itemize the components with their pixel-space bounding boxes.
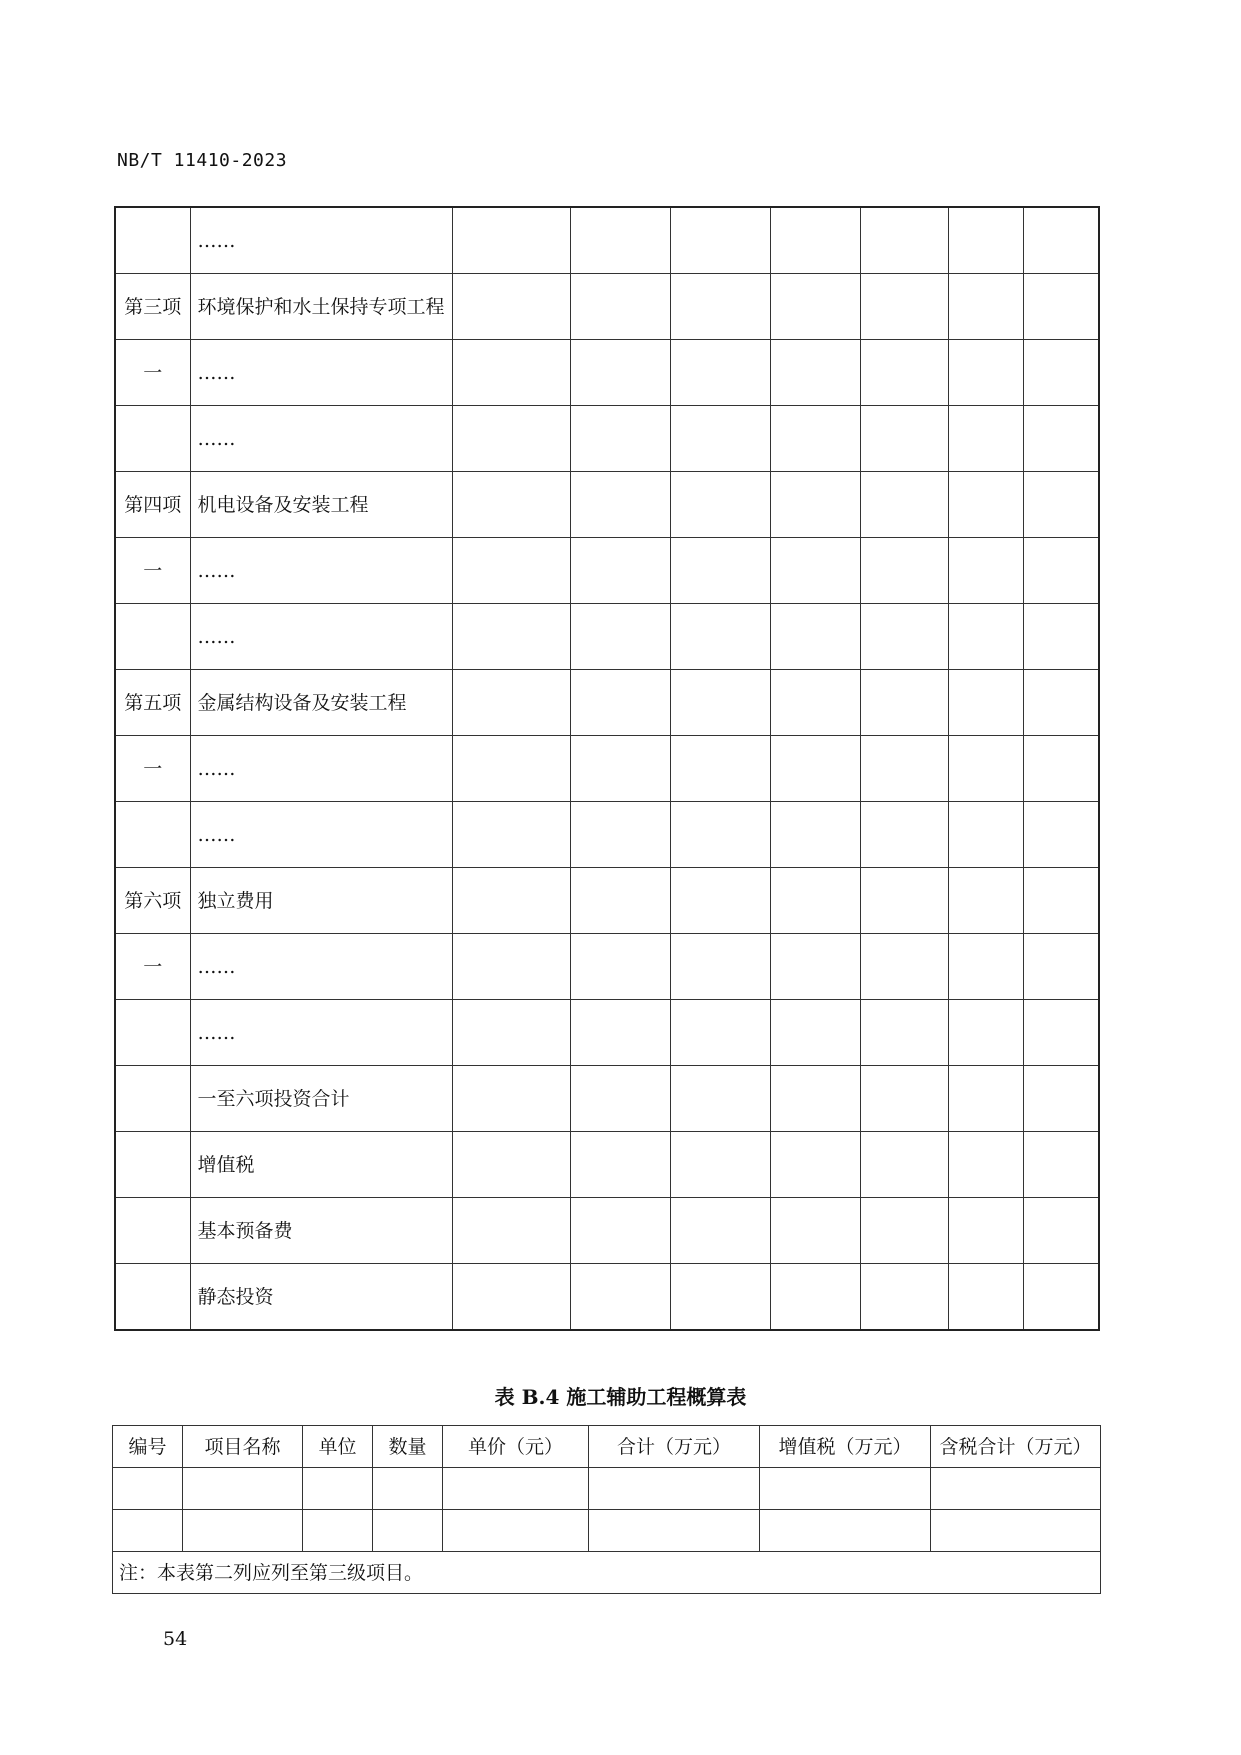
empty-cell <box>452 472 570 538</box>
table-note: 注：本表第二列应列至第三级项目。 <box>113 1552 1101 1594</box>
empty-cell <box>570 1198 670 1264</box>
empty-cell <box>1023 604 1099 670</box>
empty-cell <box>860 538 948 604</box>
empty-cell <box>860 670 948 736</box>
empty-cell <box>1023 670 1099 736</box>
empty-cell <box>452 1264 570 1331</box>
item-number-cell <box>115 1264 190 1331</box>
empty-cell <box>570 1132 670 1198</box>
item-name-cell: 一至六项投资合计 <box>190 1066 452 1132</box>
empty-cell <box>1023 406 1099 472</box>
empty-cell <box>770 670 860 736</box>
empty-cell <box>860 472 948 538</box>
empty-cell <box>860 868 948 934</box>
empty-cell <box>948 1198 1023 1264</box>
empty-cell <box>570 604 670 670</box>
table-b4-header-row <box>113 1426 1101 1468</box>
empty-cell <box>670 1132 770 1198</box>
empty-cell <box>860 736 948 802</box>
empty-cell <box>1023 1066 1099 1132</box>
empty-cell <box>1023 1264 1099 1331</box>
table-row <box>113 1510 1101 1552</box>
item-name-cell: …… <box>190 1000 452 1066</box>
empty-cell <box>670 1000 770 1066</box>
item-name-cell: …… <box>190 340 452 406</box>
empty-cell <box>570 340 670 406</box>
empty-cell <box>670 340 770 406</box>
item-number-cell <box>115 207 190 274</box>
standard-code: NB/T 11410-2023 <box>117 150 288 171</box>
item-name-cell: …… <box>190 802 452 868</box>
estimate-continuation-table <box>114 206 1100 1331</box>
empty-cell <box>670 604 770 670</box>
empty-cell <box>570 274 670 340</box>
header-cell: 单价（元） <box>443 1426 589 1468</box>
item-name-cell: …… <box>190 934 452 1000</box>
empty-cell <box>1023 274 1099 340</box>
empty-cell <box>1023 934 1099 1000</box>
empty-cell <box>948 670 1023 736</box>
empty-cell <box>770 274 860 340</box>
table-row <box>115 406 1099 472</box>
empty-cell <box>570 1066 670 1132</box>
empty-cell <box>948 1264 1023 1331</box>
item-number-cell <box>115 1066 190 1132</box>
empty-cell <box>1023 1198 1099 1264</box>
empty-cell <box>452 868 570 934</box>
item-name-cell: 金属结构设备及安装工程 <box>190 670 452 736</box>
empty-cell <box>670 274 770 340</box>
empty-cell <box>452 736 570 802</box>
item-name-cell: 机电设备及安装工程 <box>190 472 452 538</box>
item-number-cell: 第三项 <box>115 274 190 340</box>
empty-cell <box>860 1132 948 1198</box>
empty-cell <box>948 538 1023 604</box>
empty-cell <box>452 1000 570 1066</box>
empty-cell <box>670 1066 770 1132</box>
empty-cell <box>452 406 570 472</box>
item-number-cell <box>115 406 190 472</box>
item-number-cell <box>115 604 190 670</box>
item-name-cell: …… <box>190 736 452 802</box>
empty-cell <box>860 1066 948 1132</box>
item-number-cell <box>115 1198 190 1264</box>
empty-cell <box>452 207 570 274</box>
empty-cell <box>570 670 670 736</box>
empty-cell <box>948 406 1023 472</box>
empty-cell <box>570 538 670 604</box>
table-row <box>115 802 1099 868</box>
table-row <box>115 604 1099 670</box>
empty-cell <box>1023 207 1099 274</box>
table-b4-caption: 表 B.4 施工辅助工程概算表 <box>494 1385 747 1409</box>
empty-cell <box>948 868 1023 934</box>
header-cell: 合计（万元） <box>589 1426 760 1468</box>
item-name-cell: …… <box>190 538 452 604</box>
table-row <box>115 472 1099 538</box>
item-number-cell: 第四项 <box>115 472 190 538</box>
table-row <box>115 538 1099 604</box>
empty-cell <box>770 604 860 670</box>
item-name-cell: …… <box>190 406 452 472</box>
empty-cell <box>1023 868 1099 934</box>
empty-cell <box>860 934 948 1000</box>
empty-cell <box>860 274 948 340</box>
item-number-cell <box>115 1132 190 1198</box>
empty-cell <box>570 802 670 868</box>
empty-cell <box>452 1132 570 1198</box>
item-name-cell: 独立费用 <box>190 868 452 934</box>
empty-cell <box>948 340 1023 406</box>
empty-cell <box>452 274 570 340</box>
empty-cell <box>452 538 570 604</box>
table-row <box>115 1000 1099 1066</box>
table-b4 <box>112 1425 1101 1594</box>
table-row <box>115 207 1099 274</box>
table-row <box>115 868 1099 934</box>
empty-cell <box>860 802 948 868</box>
header-cell: 项目名称 <box>183 1426 303 1468</box>
empty-cell <box>670 538 770 604</box>
item-number-cell <box>115 1000 190 1066</box>
empty-cell <box>948 1000 1023 1066</box>
empty-cell <box>452 670 570 736</box>
empty-cell <box>770 868 860 934</box>
item-number-cell: 第五项 <box>115 670 190 736</box>
table-row <box>115 340 1099 406</box>
empty-cell <box>452 934 570 1000</box>
header-cell: 数量 <box>373 1426 443 1468</box>
empty-cell <box>948 1132 1023 1198</box>
empty-cell <box>948 472 1023 538</box>
item-name-cell: …… <box>190 604 452 670</box>
empty-cell <box>948 1066 1023 1132</box>
empty-cell <box>570 934 670 1000</box>
empty-cell <box>948 736 1023 802</box>
empty-cell <box>570 406 670 472</box>
table-row <box>115 1132 1099 1198</box>
empty-cell <box>1023 802 1099 868</box>
item-number-cell: 一 <box>115 934 190 1000</box>
empty-cell <box>570 1264 670 1331</box>
empty-cell <box>670 868 770 934</box>
empty-cell <box>670 802 770 868</box>
table-row <box>115 274 1099 340</box>
header-cell: 编号 <box>113 1426 183 1468</box>
empty-cell <box>670 472 770 538</box>
empty-cell <box>452 340 570 406</box>
empty-cell <box>452 604 570 670</box>
empty-cell <box>860 1198 948 1264</box>
empty-cell <box>948 802 1023 868</box>
empty-cell <box>452 1198 570 1264</box>
empty-cell <box>1023 340 1099 406</box>
header-cell: 增值税（万元） <box>760 1426 931 1468</box>
empty-cell <box>770 1264 860 1331</box>
empty-cell <box>770 207 860 274</box>
empty-cell <box>860 604 948 670</box>
empty-cell <box>770 406 860 472</box>
empty-cell <box>770 736 860 802</box>
table-row <box>115 1264 1099 1331</box>
empty-cell <box>570 736 670 802</box>
empty-cell <box>770 340 860 406</box>
item-number-cell <box>115 802 190 868</box>
empty-cell <box>770 802 860 868</box>
empty-cell <box>670 207 770 274</box>
empty-cell <box>670 1198 770 1264</box>
item-name-cell: 环境保护和水土保持专项工程 <box>190 274 452 340</box>
page-number: 54 <box>163 1628 188 1650</box>
table-row <box>115 1066 1099 1132</box>
empty-cell <box>570 868 670 934</box>
header-cell: 单位 <box>303 1426 373 1468</box>
table-row <box>115 736 1099 802</box>
table-row <box>113 1468 1101 1510</box>
empty-cell <box>452 802 570 868</box>
empty-cell <box>860 406 948 472</box>
item-name-cell: …… <box>190 207 452 274</box>
empty-cell <box>452 1066 570 1132</box>
table-row <box>115 1198 1099 1264</box>
item-name-cell: 基本预备费 <box>190 1198 452 1264</box>
empty-cell <box>948 604 1023 670</box>
empty-cell <box>948 934 1023 1000</box>
empty-cell <box>570 207 670 274</box>
empty-cell <box>670 406 770 472</box>
empty-cell <box>570 472 670 538</box>
empty-cell <box>948 274 1023 340</box>
empty-cell <box>770 1066 860 1132</box>
item-name-cell: 增值税 <box>190 1132 452 1198</box>
empty-cell <box>1023 1132 1099 1198</box>
table-note-row <box>113 1552 1101 1594</box>
empty-cell <box>770 1000 860 1066</box>
empty-cell <box>1023 1000 1099 1066</box>
empty-cell <box>770 538 860 604</box>
empty-cell <box>670 1264 770 1331</box>
empty-cell <box>1023 736 1099 802</box>
empty-cell <box>770 472 860 538</box>
item-number-cell: 一 <box>115 736 190 802</box>
header-cell: 含税合计（万元） <box>931 1426 1101 1468</box>
empty-cell <box>1023 538 1099 604</box>
empty-cell <box>860 340 948 406</box>
item-number-cell: 一 <box>115 340 190 406</box>
empty-cell <box>770 1132 860 1198</box>
empty-cell <box>770 1198 860 1264</box>
empty-cell <box>670 670 770 736</box>
item-number-cell: 一 <box>115 538 190 604</box>
item-name-cell: 静态投资 <box>190 1264 452 1331</box>
empty-cell <box>670 736 770 802</box>
empty-cell <box>670 934 770 1000</box>
empty-cell <box>1023 472 1099 538</box>
item-number-cell: 第六项 <box>115 868 190 934</box>
empty-cell <box>860 1264 948 1331</box>
empty-cell <box>948 207 1023 274</box>
table-row <box>115 934 1099 1000</box>
empty-cell <box>860 1000 948 1066</box>
table-row <box>115 670 1099 736</box>
empty-cell <box>770 934 860 1000</box>
empty-cell <box>570 1000 670 1066</box>
empty-cell <box>860 207 948 274</box>
